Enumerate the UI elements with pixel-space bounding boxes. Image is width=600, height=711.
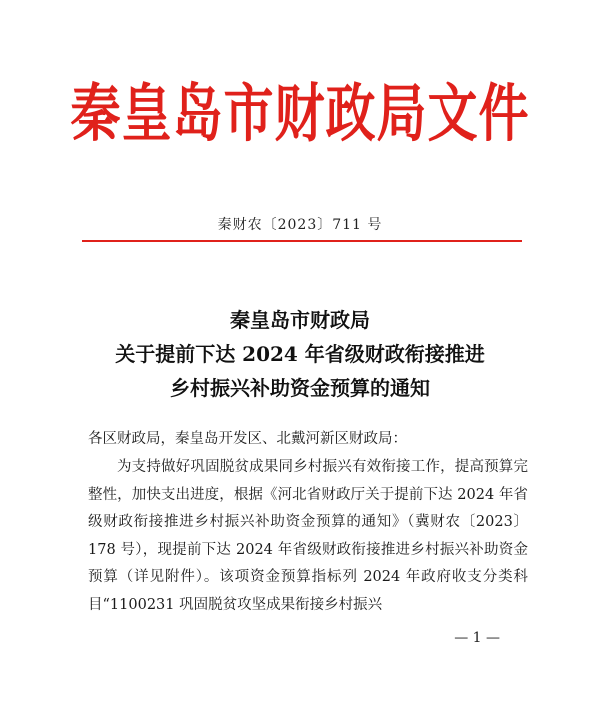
masthead-title: 秦皇岛市财政局文件 bbox=[70, 77, 530, 150]
notice-title-line-2: 关于提前下达 2024 年省级财政衔接推进 bbox=[115, 342, 485, 366]
notice-title-line-1: 秦皇岛市财政局 bbox=[230, 308, 370, 332]
page-number: — 1 — bbox=[454, 630, 500, 646]
red-separator-line bbox=[82, 240, 522, 242]
body-paragraph: 为支持做好巩固脱贫成果同乡村振兴有效衔接工作，提高预算完整性，加快支出进度，根据《河北省财政厅关于提前下达 2024 年省级财政衔接推进乡村振兴补助资金预算的通知》（冀财农〔2023〕178 号），现提前下达 2024 年省级财政衔接推进乡村振兴补助资金预算（详见附件）。该项资金预算指标列 2024 年政府收支分类科目“1100231 巩固脱贫攻坚成果衔接乡村振兴 bbox=[88, 459, 528, 613]
document-number: 秦财农〔2023〕711 号 bbox=[217, 217, 383, 233]
notice-title-line-3: 乡村振兴补助资金预算的通知 bbox=[170, 376, 430, 400]
salutation: 各区财政局，秦皇岛开发区、北戴河新区财政局： bbox=[88, 431, 407, 447]
